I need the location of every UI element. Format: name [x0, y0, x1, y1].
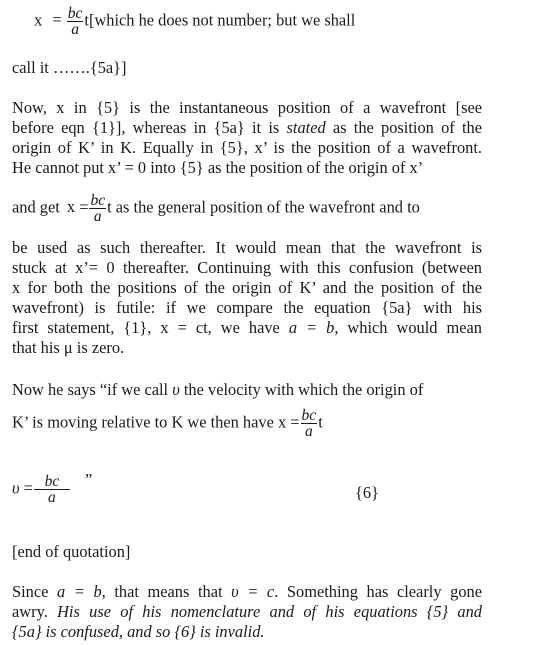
call-it-text: call it …….{5a}]	[12, 58, 127, 77]
eq2-equals: =	[79, 197, 89, 217]
eq6-fraction	[34, 474, 70, 505]
eq1-fraction	[67, 6, 84, 37]
p5-line-1: Since a = b, that means that υ = c. Something has clearly gone	[12, 582, 482, 601]
eq6-numerator: bc	[44, 473, 60, 490]
p3-line-5: first statement, {1}, x = ct, we have a = b, which would mean	[12, 318, 482, 337]
eq4-numerator: bc	[301, 407, 317, 424]
paragraph-3	[12, 238, 482, 358]
p3-line-1: be used as such thereafter. It would mean that the wavefront is	[12, 238, 482, 257]
eq2-numerator: bc	[90, 192, 106, 209]
eq4-denominator: a	[301, 423, 318, 439]
eq6-close-quote: ”	[85, 470, 93, 490]
eq2-fraction	[89, 193, 106, 224]
p2-line-4: He cannot put x’ = 0 into {5} as the position of the origin of x’	[12, 158, 424, 177]
p3-line-3: x for both the positions of the origin of K’ and the position of the	[12, 278, 482, 297]
paragraph-1-line-2	[12, 58, 482, 78]
p5-line-3: {5a} is confused, and so {6} is invalid.	[12, 622, 265, 641]
paragraph-4-line-2: K’ is moving relative to K we then have x = $\frac{bc}{a}$ t	[12, 407, 323, 440]
eq6-denominator: a	[34, 489, 70, 505]
end-of-quotation: [end of quotation]	[12, 542, 131, 561]
eq1-equals: =	[52, 10, 62, 30]
eq1-lhs: x	[34, 10, 43, 30]
p3-line-2: stuck at x’= 0 thereafter. Continuing with this confusion (between	[12, 258, 482, 277]
eq1-denominator: a	[67, 21, 84, 37]
eq4-t: t	[318, 412, 323, 432]
equation-line-1	[12, 6, 482, 37]
stated-word: stated	[286, 118, 326, 137]
equation-line-2: and get x = $\frac{bc}{a}$ t as the general position of the wavefront and to	[12, 192, 420, 225]
eq6-equals: =	[23, 478, 33, 498]
velocity-symbol: υ	[172, 380, 180, 399]
eq4-equals: =	[290, 412, 300, 432]
eq2-lhs: x	[66, 197, 76, 217]
eq4-lhs: x	[277, 412, 287, 432]
p5-line-2: awry. His use of his nomenclature and of his equations {5} and	[12, 602, 482, 621]
paragraph-4-line-1: Now he says “if we call υ the velocity with which the origin of	[12, 380, 424, 399]
eq1-numerator: bc	[67, 5, 83, 22]
paragraph-5	[12, 582, 482, 642]
eq1-tail: [which he does not number; but we shall	[88, 10, 356, 30]
eq1-t: t	[84, 10, 89, 30]
p2-line-1: Now, x in {5} is the instantaneous position of a wavefront [see	[12, 98, 482, 117]
p2-line-2: before eqn {1}], whereas in {5a} it is stated as the position of the	[12, 118, 482, 137]
eq4-fraction	[301, 408, 318, 439]
paragraph-2	[12, 98, 482, 178]
p2-line-3: origin of K’ in K. Equally in {5}, x’ is the position of a wavefront.	[12, 138, 482, 157]
eq2-t: t	[107, 197, 112, 217]
equation-6	[12, 470, 482, 506]
eq6-lhs: υ	[12, 478, 20, 498]
p3-line-4: wavefront) is futile: if we compare the equation {5a} with his	[12, 298, 482, 317]
p3-line-6: that his μ is zero.	[12, 338, 125, 357]
eq2-denominator: a	[89, 208, 106, 224]
eq6-label: {6}	[355, 483, 379, 502]
